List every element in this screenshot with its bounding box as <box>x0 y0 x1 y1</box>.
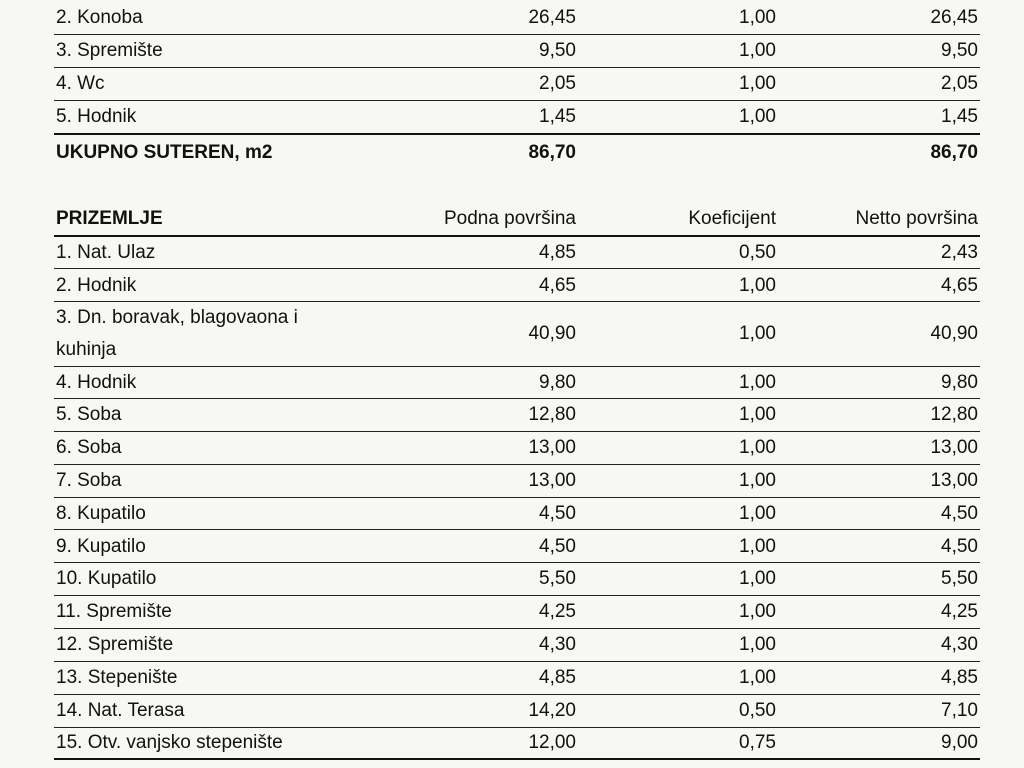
room-name: 10. Kupatilo <box>56 568 157 589</box>
net-area: 1,45 <box>941 106 978 127</box>
table-row <box>54 498 980 530</box>
coefficient: 1,00 <box>739 470 776 491</box>
floor-area: 4,30 <box>539 634 576 655</box>
table-row <box>54 35 980 67</box>
room-name: 4. Wc <box>56 73 105 94</box>
room-name: 8. Kupatilo <box>56 503 146 524</box>
floor-area: 12,80 <box>528 404 576 425</box>
floor-area: 4,85 <box>539 242 576 263</box>
net-area: 40,90 <box>930 323 978 344</box>
table-row <box>54 662 980 694</box>
room-name: 1. Nat. Ulaz <box>56 242 156 263</box>
coefficient: 1,00 <box>739 404 776 425</box>
room-name: 13. Stepenište <box>56 667 178 688</box>
coefficient: 1,00 <box>739 323 776 344</box>
room-name: 2. Konoba <box>56 7 143 28</box>
column-header-floor: Podna površina <box>443 208 576 229</box>
net-area: 9,80 <box>941 372 978 393</box>
coefficient: 1,00 <box>739 7 776 28</box>
total-row <box>54 137 980 169</box>
floor-area: 9,80 <box>539 372 576 393</box>
table-row <box>54 531 980 563</box>
coefficient: 1,00 <box>739 536 776 557</box>
floor-area: 1,45 <box>539 106 576 127</box>
coefficient: 1,00 <box>739 601 776 622</box>
room-name: 9. Kupatilo <box>56 536 146 557</box>
net-area: 4,25 <box>941 601 978 622</box>
section-header <box>54 203 980 235</box>
table-row <box>54 465 980 497</box>
room-name: 11. Spremište <box>56 601 172 622</box>
table-row <box>54 302 980 366</box>
total-net-area: 86,70 <box>930 142 978 163</box>
coefficient: 0,75 <box>739 732 776 753</box>
net-area: 2,43 <box>941 242 978 263</box>
table-row <box>54 399 980 431</box>
floor-area: 5,50 <box>539 568 576 589</box>
room-name: 14. Nat. Terasa <box>56 700 185 721</box>
coefficient: 0,50 <box>739 700 776 721</box>
floor-area: 12,00 <box>528 732 576 753</box>
table-row <box>54 270 980 302</box>
room-name: 12. Spremište <box>56 634 174 655</box>
floor-area: 4,65 <box>539 275 576 296</box>
net-area: 4,50 <box>941 503 978 524</box>
room-name: 5. Soba <box>56 404 122 425</box>
coefficient: 1,00 <box>739 667 776 688</box>
floor-area: 4,85 <box>539 667 576 688</box>
floor-area: 13,00 <box>528 437 576 458</box>
floor-area: 26,45 <box>528 7 576 28</box>
coefficient: 1,00 <box>739 437 776 458</box>
section-divider <box>54 133 980 135</box>
coefficient: 1,00 <box>739 73 776 94</box>
net-area: 13,00 <box>930 470 978 491</box>
floor-area: 14,20 <box>528 700 576 721</box>
room-name: 15. Otv. vanjsko stepenište <box>56 732 283 753</box>
room-name: 3. Dn. boravak, blagovaona i kuhinja <box>56 307 298 360</box>
coefficient: 0,50 <box>739 242 776 263</box>
table-row <box>54 563 980 595</box>
table-row <box>54 432 980 464</box>
room-name: 3. Spremište <box>56 40 163 61</box>
net-area: 13,00 <box>930 437 978 458</box>
room-name: 6. Soba <box>56 437 122 458</box>
section-title: PRIZEMLJE <box>56 208 163 229</box>
floor-area: 4,50 <box>539 503 576 524</box>
floor-area: 2,05 <box>539 73 576 94</box>
table-row <box>54 237 980 269</box>
column-header-net: Netto površina <box>855 208 978 229</box>
net-area: 4,65 <box>941 275 978 296</box>
room-name: 4. Hodnik <box>56 372 137 393</box>
total-floor-area: 86,70 <box>528 142 576 163</box>
net-area: 12,80 <box>930 404 978 425</box>
coefficient: 1,00 <box>739 275 776 296</box>
table-row <box>54 101 980 133</box>
table-row <box>54 695 980 727</box>
coefficient: 1,00 <box>739 106 776 127</box>
row-divider <box>54 529 980 530</box>
floor-area: 9,50 <box>539 40 576 61</box>
table-row <box>54 2 980 34</box>
floor-area: 4,25 <box>539 601 576 622</box>
table-row <box>54 727 980 759</box>
net-area: 4,50 <box>941 536 978 557</box>
table-row <box>54 367 980 399</box>
floor-area: 13,00 <box>528 470 576 491</box>
net-area: 5,50 <box>941 568 978 589</box>
floor-area: 40,90 <box>528 323 576 344</box>
table-row <box>54 68 980 100</box>
net-area: 2,05 <box>941 73 978 94</box>
net-area: 4,85 <box>941 667 978 688</box>
net-area: 9,50 <box>941 40 978 61</box>
net-area: 9,00 <box>941 732 978 753</box>
floor-area: 4,50 <box>539 536 576 557</box>
net-area: 26,45 <box>930 7 978 28</box>
room-name: 2. Hodnik <box>56 275 137 296</box>
coefficient: 1,00 <box>739 40 776 61</box>
coefficient: 1,00 <box>739 372 776 393</box>
coefficient: 1,00 <box>739 634 776 655</box>
net-area: 7,10 <box>941 700 978 721</box>
total-label: UKUPNO SUTEREN, m2 <box>56 142 273 163</box>
room-name: 5. Hodnik <box>56 106 137 127</box>
table-row <box>54 629 980 661</box>
net-area: 4,30 <box>941 634 978 655</box>
coefficient: 1,00 <box>739 503 776 524</box>
section-divider <box>54 758 980 760</box>
column-header-coef: Koeficijent <box>688 208 776 229</box>
row-divider <box>54 268 980 269</box>
table-row <box>54 596 980 628</box>
coefficient: 1,00 <box>739 568 776 589</box>
room-name: 7. Soba <box>56 470 122 491</box>
